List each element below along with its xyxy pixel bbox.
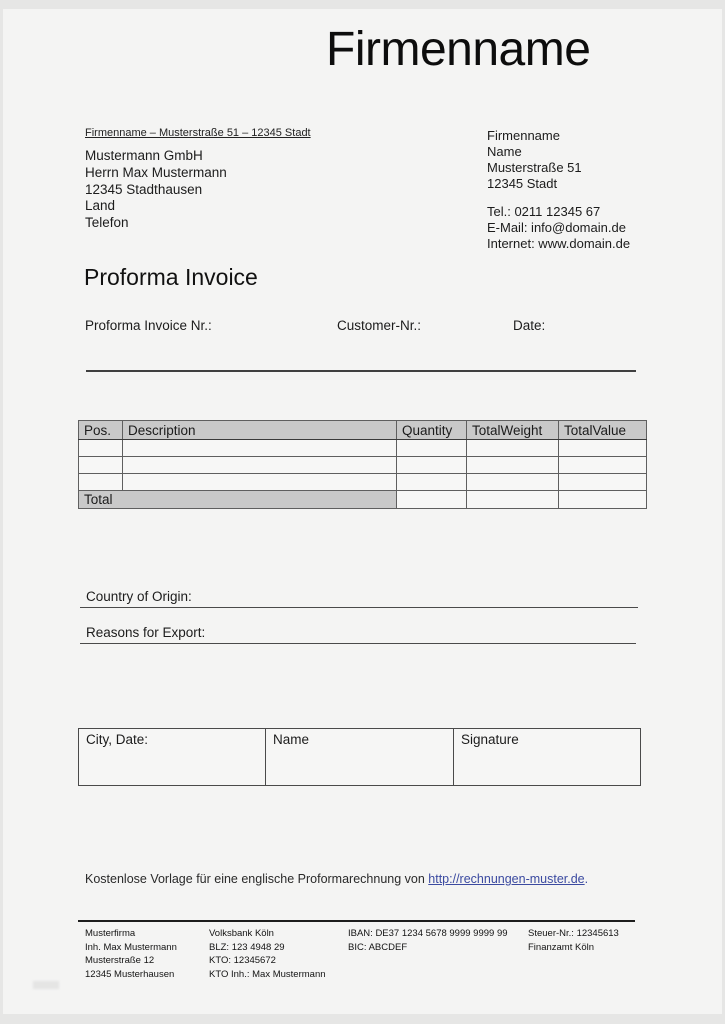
company-info-line: Name <box>487 144 522 159</box>
template-source-link[interactable]: http://rechnungen-muster.de <box>428 872 585 886</box>
empty-cell <box>79 440 123 457</box>
recipient-line: 12345 Stadthausen <box>85 181 203 197</box>
empty-cell <box>467 474 559 491</box>
company-info-line: Firmenname <box>487 128 560 143</box>
footer-divider-line <box>78 920 635 922</box>
total-weight-cell <box>467 491 559 509</box>
items-table <box>78 420 647 509</box>
footer-line: BIC: ABCDEF <box>348 941 408 953</box>
company-header-title: Firmenname <box>326 23 591 76</box>
company-info-line: Musterstraße 51 <box>487 160 582 175</box>
column-header-totalweight: TotalWeight <box>467 421 559 440</box>
name-cell: Name <box>266 729 454 786</box>
footer-line: Volksbank Köln <box>209 928 274 939</box>
footer-line: IBAN: DE37 1234 5678 9999 9999 99 <box>348 928 508 939</box>
recipient-line: Land <box>85 198 116 214</box>
table-row <box>79 440 647 457</box>
company-info-block <box>487 128 630 252</box>
recipient-line: Telefon <box>85 215 129 231</box>
footer-line: Steuer-Nr.: 12345613 <box>528 928 619 939</box>
signature-table <box>78 728 641 786</box>
credit-text: Kostenlose Vorlage für eine englische Proformarechnung von <box>85 872 429 886</box>
empty-cell <box>123 474 397 491</box>
customer-nr-label: Customer-Nr.: <box>337 318 422 333</box>
empty-cell <box>79 457 123 474</box>
items-table-header-row <box>79 421 647 440</box>
column-header-quantity: Quantity <box>397 421 467 440</box>
footer-iban-column <box>348 927 508 954</box>
header-divider-line <box>86 370 636 372</box>
city-date-cell: City, Date: <box>79 729 266 786</box>
recipient-line: Herrn Max Mustermann <box>85 164 227 180</box>
empty-cell <box>559 474 647 491</box>
empty-cell <box>467 440 559 457</box>
recipient-address-block <box>85 148 227 232</box>
recipient-line: Mustermann GmbH <box>85 148 203 163</box>
company-info-line: 12345 Stadt <box>487 176 558 191</box>
sender-address-line: Firmenname – Musterstraße 51 – 12345 Stadt <box>85 127 311 139</box>
footer-line: 12345 Musterhausen <box>85 968 175 980</box>
empty-cell <box>397 457 467 474</box>
company-email-line: E-Mail: info@domain.de <box>487 220 626 235</box>
total-quantity-cell <box>397 491 467 509</box>
footer-line: KTO: 12345672 <box>209 955 276 966</box>
footer-tax-column <box>528 927 619 954</box>
signature-cell: Signature <box>454 729 641 786</box>
empty-cell <box>559 440 647 457</box>
company-phone-line: Tel.: 0211 12345 67 <box>487 204 601 219</box>
country-of-origin-field <box>80 589 638 608</box>
items-table-total-row <box>79 491 647 509</box>
footer-line: KTO Inh.: Max Mustermann <box>209 968 326 980</box>
table-row <box>79 457 647 474</box>
empty-cell <box>123 457 397 474</box>
faint-corner-mark <box>33 981 59 989</box>
footer-line: Finanzamt Köln <box>528 941 595 953</box>
footer-line: BLZ: 123 4948 29 <box>209 941 285 953</box>
date-label: Date: <box>513 318 546 333</box>
column-header-pos: Pos. <box>79 421 123 440</box>
empty-cell <box>123 440 397 457</box>
footer-line: Musterfirma <box>85 928 136 939</box>
template-credit-line <box>85 872 588 886</box>
empty-cell <box>467 457 559 474</box>
footer-line: Musterstraße 12 <box>85 955 155 966</box>
column-header-description: Description <box>123 421 397 440</box>
empty-cell <box>397 440 467 457</box>
empty-cell <box>79 474 123 491</box>
spacer <box>487 192 630 204</box>
empty-cell <box>559 457 647 474</box>
footer-line: Inh. Max Mustermann <box>85 941 177 953</box>
reasons-for-export-field <box>80 625 636 644</box>
total-value-cell <box>559 491 647 509</box>
table-row <box>79 474 647 491</box>
proforma-invoice-nr-label: Proforma Invoice Nr.: <box>85 318 212 333</box>
country-of-origin-label: Country of Origin: <box>86 589 192 604</box>
footer-bank-column <box>209 927 326 981</box>
column-header-totalvalue: TotalValue <box>559 421 647 440</box>
signature-row <box>79 729 641 786</box>
total-label-cell: Total <box>79 491 397 509</box>
credit-suffix: . <box>584 872 589 886</box>
reasons-for-export-label: Reasons for Export: <box>86 625 206 640</box>
empty-cell <box>397 474 467 491</box>
company-website-line: Internet: www.domain.de <box>487 236 631 251</box>
document-title: Proforma Invoice <box>84 264 258 290</box>
footer-company-column <box>85 927 177 981</box>
